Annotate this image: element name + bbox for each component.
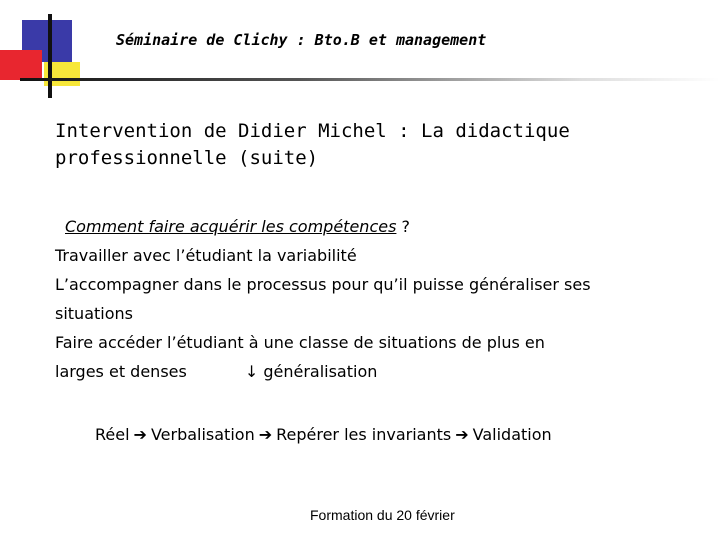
right-arrow-icon: ➔ — [455, 425, 469, 444]
body-line-last — [55, 357, 695, 386]
decorative-red-square — [0, 50, 42, 80]
body-line-last-right: généralisation — [263, 362, 378, 381]
down-arrow-icon: ↓ — [244, 362, 259, 381]
decorative-vertical-line — [48, 14, 52, 98]
right-arrow-icon: ➔ — [133, 425, 147, 444]
flow-step: Verbalisation — [150, 425, 255, 444]
question-mark: ? — [396, 217, 410, 236]
slide-body — [55, 212, 695, 386]
right-arrow-icon: ➔ — [258, 425, 273, 444]
decorative-horizontal-line — [20, 78, 720, 81]
flow-step: Validation — [472, 425, 552, 444]
question-line — [55, 212, 695, 241]
slide-title: Intervention de Didier Michel : La didactique professionnelle (suite) — [55, 120, 570, 169]
body-line: L’accompagner dans le processus pour qu’il puisse généraliser ses — [55, 275, 591, 294]
flow-step: Repérer les invariants — [276, 425, 452, 444]
body-line: Faire accéder l’étudiant à une classe de situations de plus en — [55, 333, 545, 352]
flow-step: Réel — [95, 425, 130, 444]
process-flow — [95, 425, 552, 444]
footer-text: Formation du 20 février — [310, 507, 455, 523]
body-line: Travailler avec l’étudiant la variabilité — [55, 246, 357, 265]
body-line: situations — [55, 304, 133, 323]
question-text: Comment faire acquérir les compétences — [65, 217, 397, 236]
header-title: Séminaire de Clichy : Bto.B et management — [116, 31, 487, 49]
body-line-last-left: larges et denses — [55, 362, 187, 381]
